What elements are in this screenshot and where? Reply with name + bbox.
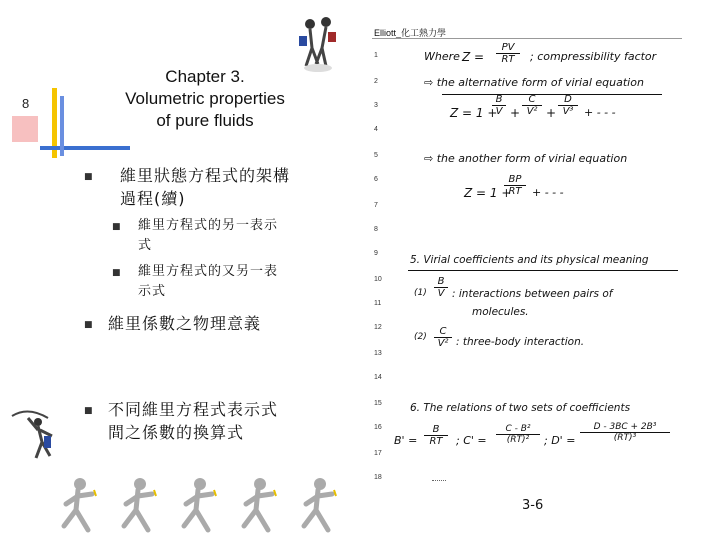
section-5-heading: 5. Virial coefficients and its physical meaning — [410, 254, 649, 266]
bullet-marker: ■ — [84, 320, 93, 330]
notes-divider — [372, 38, 682, 39]
eq1-lhs: Z = 1 + — [450, 106, 498, 120]
runner-icon — [236, 476, 286, 536]
climber-figure-icon — [8, 406, 68, 476]
arrow-alt-form: ⇨ the alternative form of virial equation — [424, 76, 644, 89]
bullet-marker: ■ — [112, 222, 121, 232]
where-label: Where — [424, 50, 460, 63]
runner-icon — [296, 476, 346, 536]
runner-icon — [56, 476, 106, 536]
notes-page-number: 3-6 — [522, 498, 544, 513]
underline — [408, 270, 678, 271]
runner-icon — [116, 476, 166, 536]
bullet-marker: ■ — [84, 406, 93, 416]
bullet-marker: ■ — [84, 172, 93, 182]
cartoon-figure-icon — [296, 14, 340, 74]
slide-title: Chapter 3. Volumetric properties of pure fluids — [125, 67, 285, 130]
arrow-another-form: ⇨ the another form of virial equation — [424, 152, 628, 165]
eq2-lhs: Z = 1 + — [464, 186, 512, 200]
accent-decoration — [10, 86, 80, 156]
bullet-marker: ■ — [112, 268, 121, 278]
z-equation-lhs: Z = — [462, 50, 485, 64]
handwritten-notes-panel: Elliott_化工熱力學 1 2 3 4 5 6 7 8 9 10 11 12 13 14 15 16 17 18 Where Z = PV RT ; compressibility factor ⇨ the alternative form of virial equation Z = 1 + B V + C V² + D V³ + - - - ⇨ the another form of virial equation Z = 1 + BP RT + - - - 5. Virial coefficients and its physical meaning (1) B V : interactions between pairs of molecules. (2) C V² : three-body interaction. 6. The relations of two sets of coefficients B' = B RT ; C' = C - B² (RT)² ; D' = D - 3BC + 2B³ (RT)³ 3-6 — [372, 26, 694, 512]
z-description: ; compressibility factor — [530, 50, 657, 63]
section-6-heading: 6. The relations of two sets of coefficients — [410, 402, 631, 414]
slide-number: 8 — [22, 96, 30, 111]
underline — [442, 94, 662, 95]
notes-header: Elliott_化工熱力學 — [374, 28, 447, 38]
running-figures-strip — [56, 476, 356, 536]
runner-icon — [176, 476, 226, 536]
